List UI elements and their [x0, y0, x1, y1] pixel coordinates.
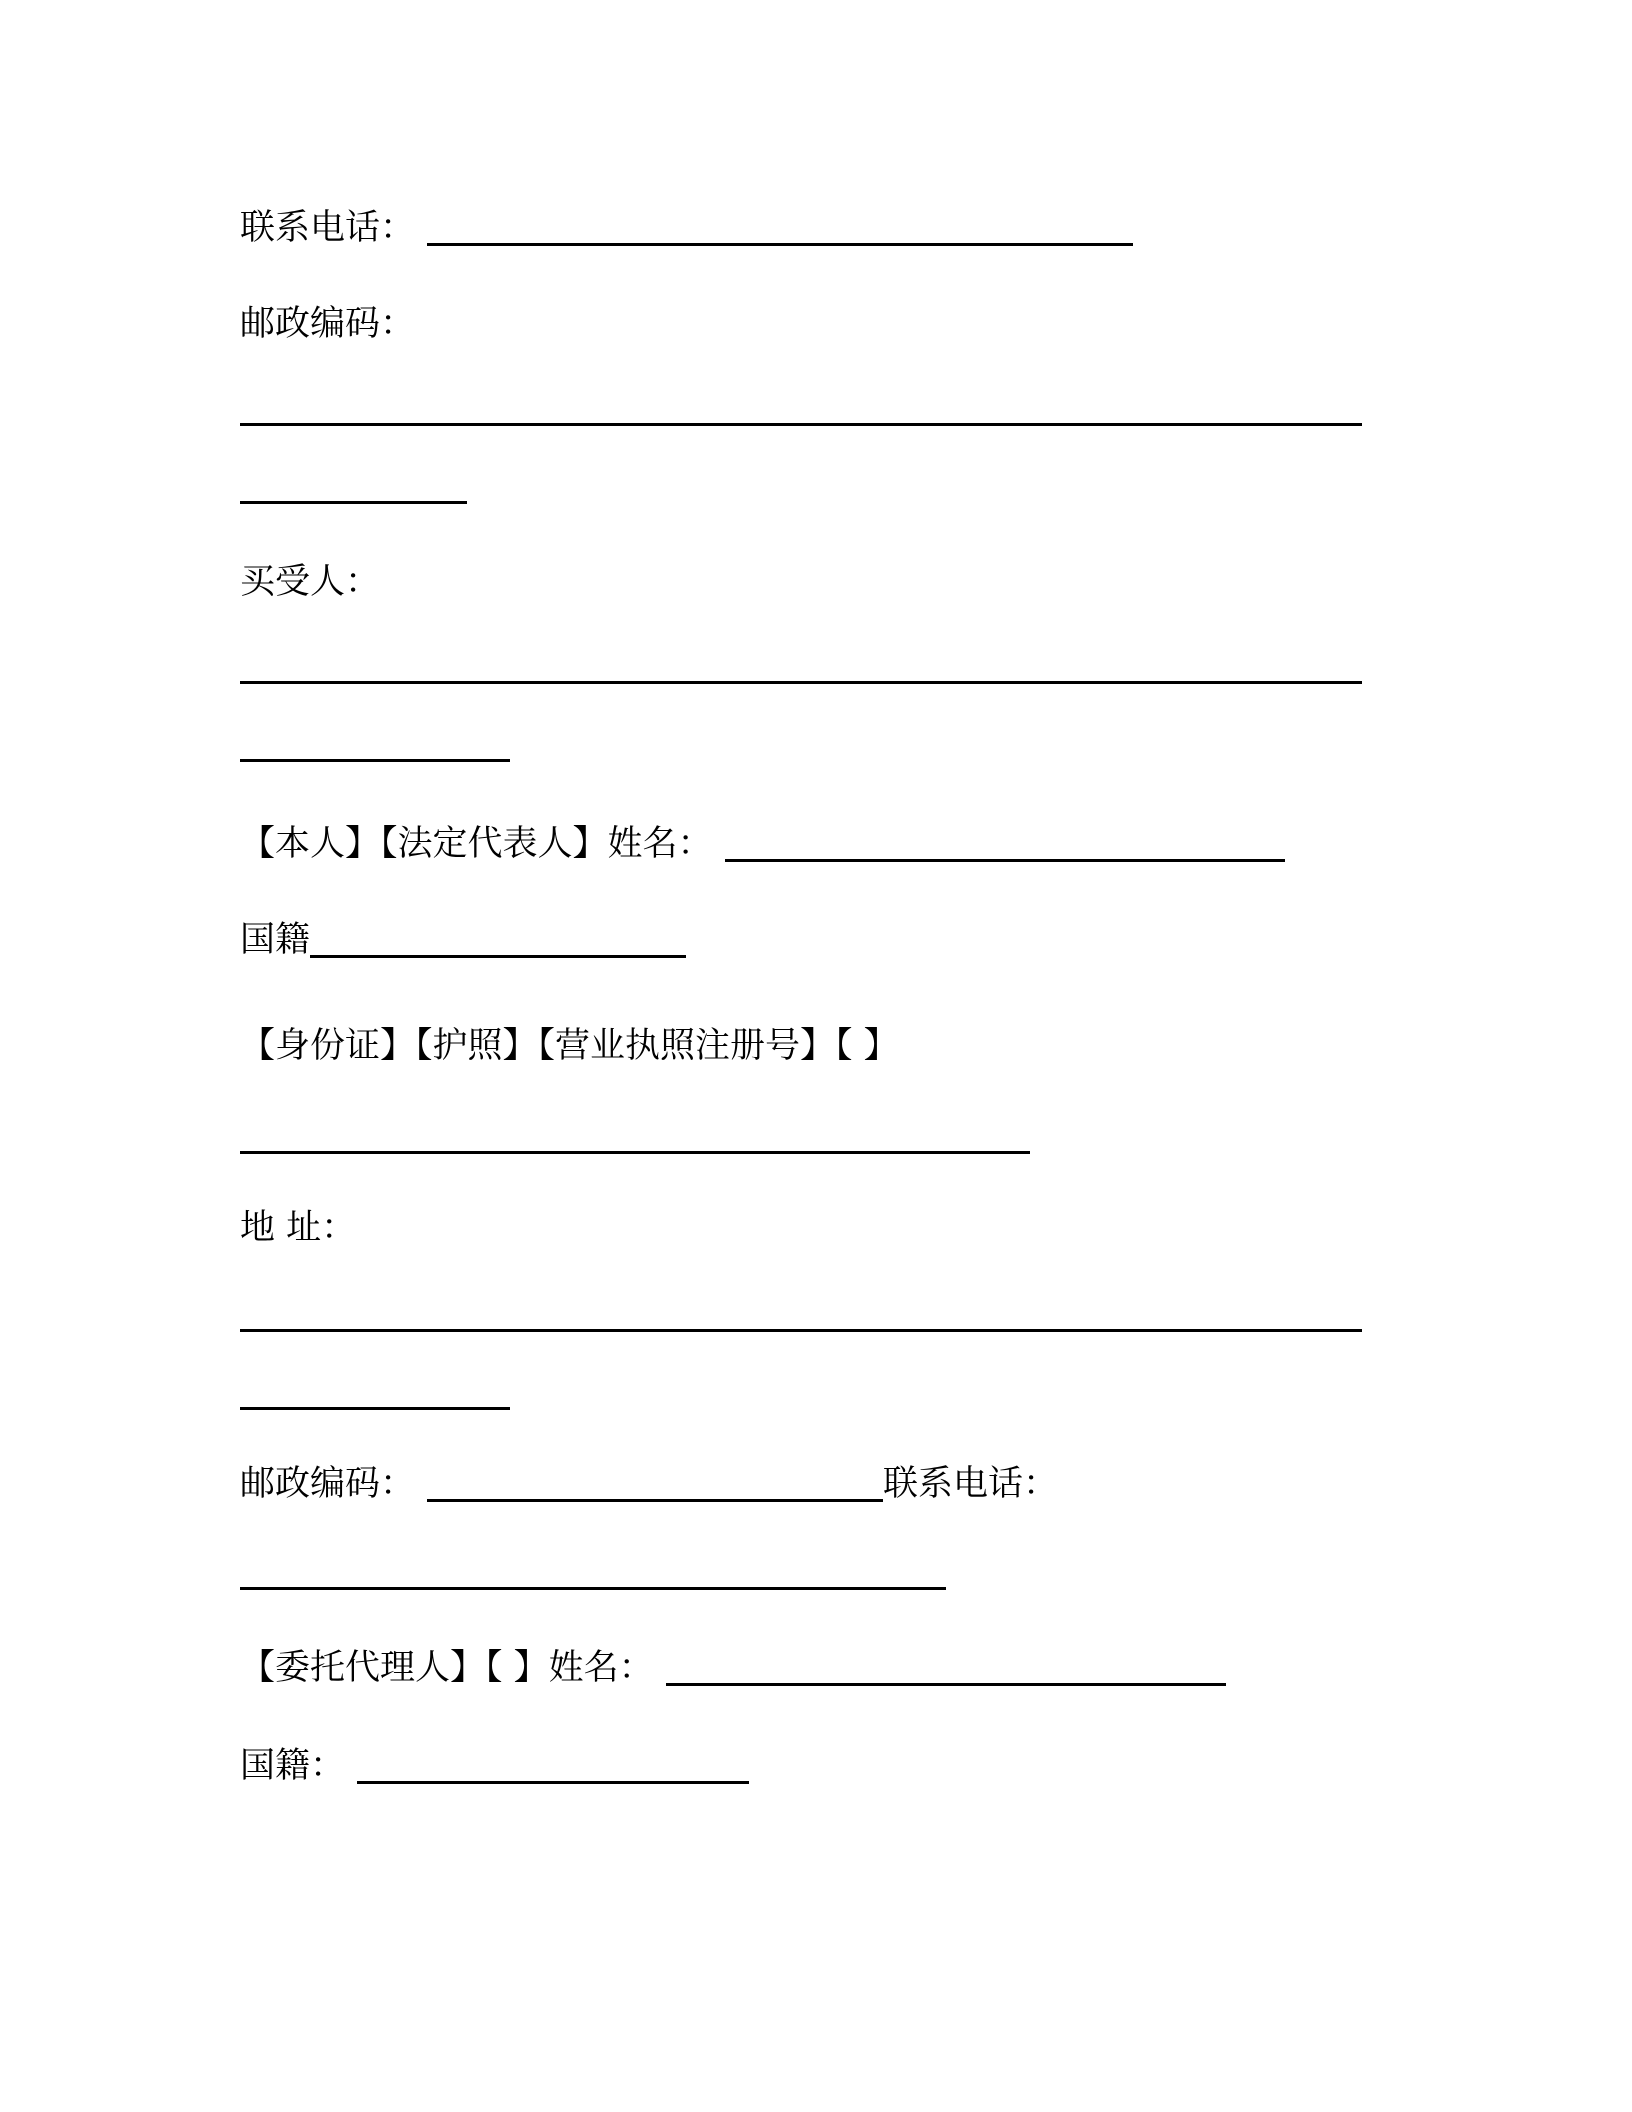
buyer-address-line [240, 1200, 356, 1250]
buyer-label: 买受人： [240, 562, 381, 602]
buyer-representative-name-line [240, 816, 1285, 866]
buyer-address-blank-2[interactable] [240, 1369, 510, 1410]
buyer-postcode-blank[interactable] [427, 1461, 883, 1502]
buyer-blank-2[interactable] [240, 721, 510, 762]
seller-postcode-blank-1[interactable] [240, 385, 1362, 426]
buyer-id-type-label: 【身份证】【护照】【营业执照注册号】【 】 [240, 1026, 899, 1066]
buyer-blank-1[interactable] [240, 643, 1362, 684]
seller-phone-line [240, 200, 1133, 250]
buyer-address-blank-line-2 [240, 1364, 510, 1414]
seller-phone-blank[interactable] [427, 205, 1133, 246]
buyer-address-blank-1[interactable] [240, 1291, 1362, 1332]
agent-name-blank[interactable] [666, 1645, 1226, 1686]
buyer-nationality-label: 国籍 [240, 920, 311, 960]
buyer-nationality-line [240, 912, 686, 962]
seller-postcode-blank-line-2 [240, 458, 467, 508]
buyer-blank-line-2 [240, 716, 510, 766]
buyer-postcode-phone-line [240, 1456, 1058, 1506]
buyer-representative-name-blank[interactable] [725, 821, 1285, 862]
agent-name-label: 【委托代理人】【 】姓名： [240, 1648, 654, 1688]
buyer-phone-blank-line [240, 1544, 946, 1594]
buyer-id-number-blank[interactable] [240, 1113, 1030, 1154]
seller-postcode-line [240, 296, 415, 346]
agent-nationality-blank[interactable] [357, 1743, 749, 1784]
buyer-id-number-line [240, 1108, 1030, 1158]
buyer-address-blank-line-1 [240, 1286, 1362, 1336]
agent-name-line [240, 1640, 1226, 1690]
buyer-id-type-line [240, 1018, 899, 1068]
seller-postcode-label: 邮政编码： [240, 304, 416, 344]
seller-postcode-blank-line-1 [240, 380, 1362, 430]
buyer-line [240, 554, 380, 604]
buyer-phone-blank[interactable] [240, 1549, 946, 1590]
buyer-postcode-label: 邮政编码： [240, 1464, 416, 1504]
buyer-representative-name-label: 【本人】【法定代表人】姓名： [240, 824, 713, 864]
agent-nationality-label: 国籍： [240, 1746, 346, 1786]
buyer-blank-line-1 [240, 638, 1362, 688]
seller-postcode-blank-2[interactable] [240, 463, 467, 504]
buyer-phone-label: 联系电话： [883, 1464, 1059, 1504]
agent-nationality-line [240, 1738, 749, 1788]
seller-phone-label: 联系电话： [240, 208, 416, 248]
buyer-address-label: 地 址： [240, 1208, 357, 1248]
buyer-nationality-blank[interactable] [310, 917, 686, 958]
